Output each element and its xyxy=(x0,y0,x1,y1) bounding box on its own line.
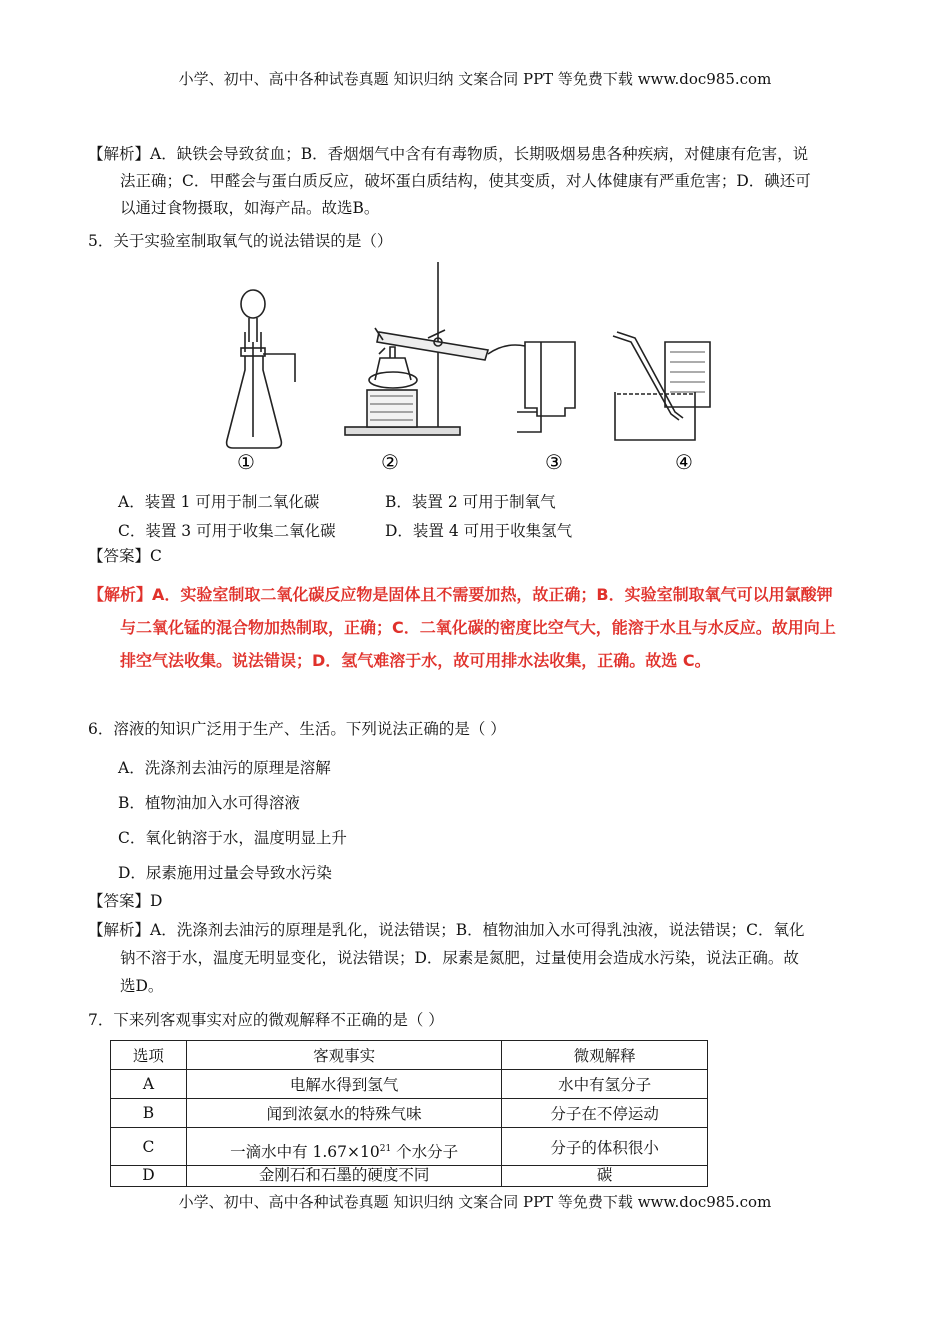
q6-option-b: B．植物油加入水可得溶液 xyxy=(118,794,300,812)
fig-label-3: ③ xyxy=(545,450,563,474)
fact-post: 个水分子 xyxy=(391,1142,459,1161)
fig-label-1: ① xyxy=(237,450,255,474)
table-row xyxy=(111,1128,708,1166)
q6-analysis-line-3: 选D。 xyxy=(120,977,164,995)
row-option: D xyxy=(111,1166,187,1187)
row-explanation: 碳 xyxy=(502,1166,708,1187)
q6-analysis-line-2: 钠不溶于水，温度无明显变化，说法错误；D．尿素是氮肥，过量使用会造成水污染，说法正确。故 xyxy=(120,949,799,967)
row-explanation: 分子的体积很小 xyxy=(502,1128,708,1166)
table-row xyxy=(111,1166,708,1187)
row-fact: 闻到浓氨水的特殊气味 xyxy=(186,1099,502,1128)
q5-answer: 【答案】C xyxy=(88,547,162,565)
q6-stem: 6．溶液的知识广泛用于生产、生活。下列说法正确的是（ ） xyxy=(88,720,506,738)
row-explanation: 水中有氢分子 xyxy=(502,1070,708,1099)
table-header-row xyxy=(111,1041,708,1070)
row-option: A xyxy=(111,1070,187,1099)
fig-label-2: ② xyxy=(381,450,399,474)
q5-analysis-line-2: 与二氧化锰的混合物加热制取，正确；C．二氧化碳的密度比空气大，能溶于水且与水反应。故用向上 xyxy=(120,618,836,637)
apparatus-2-heating xyxy=(345,262,525,435)
q5-analysis-line-1: 【解析】A．实验室制取二氧化碳反应物是固体且不需要加热，故正确；B．实验室制取氧气可以用氯酸钾 xyxy=(88,585,833,604)
q6-option-a: A．洗涤剂去油污的原理是溶解 xyxy=(118,759,331,777)
q7-table xyxy=(110,1040,708,1187)
page-footer: 小学、初中、高中各种试卷真题 知识归纳 文案合同 PPT 等免费下载 www.doc985.com xyxy=(0,1191,950,1212)
row-option: C xyxy=(111,1128,187,1166)
apparatus-4-water-displacement xyxy=(613,332,710,440)
row-option: B xyxy=(111,1099,187,1128)
q4-analysis-line-1: 【解析】A．缺铁会导致贫血；B．香烟烟气中含有有毒物质，长期吸烟易患各种疾病，对健康有危害，说 xyxy=(88,145,809,163)
q5-stem: 5．关于实验室制取氧气的说法错误的是（） xyxy=(88,232,393,250)
fig-label-4: ④ xyxy=(675,450,693,474)
q5-option-d: D．装置 4 可用于收集氢气 xyxy=(385,522,573,540)
header-fact: 客观事实 xyxy=(186,1041,502,1070)
apparatus-figure xyxy=(205,262,765,477)
table-row xyxy=(111,1070,708,1099)
q4-analysis-line-3: 以通过食物摄取，如海产品。故选B。 xyxy=(120,199,380,217)
fact-pre: 一滴水中有 1.67×10 xyxy=(230,1142,380,1161)
apparatus-1-flask xyxy=(227,290,295,448)
row-explanation: 分子在不停运动 xyxy=(502,1099,708,1128)
q6-option-d: D．尿素施用过量会导致水污染 xyxy=(118,864,332,882)
header-explanation: 微观解释 xyxy=(502,1041,708,1070)
q6-option-c: C．氧化钠溶于水，温度明显上升 xyxy=(118,829,347,847)
row-fact xyxy=(186,1128,502,1166)
apparatus-3-collection xyxy=(517,342,575,432)
header-option: 选项 xyxy=(111,1041,187,1070)
q6-analysis-line-1: 【解析】A．洗涤剂去油污的原理是乳化，说法错误；B．植物油加入水可得乳浊液，说法错误；C．氧化 xyxy=(88,921,805,939)
row-fact: 金刚石和石墨的硬度不同 xyxy=(186,1166,502,1187)
q5-analysis-line-3: 排空气法收集。说法错误；D．氢气难溶于水，故可用排水法收集，正确。故选 C。 xyxy=(120,651,711,670)
page-header: 小学、初中、高中各种试卷真题 知识归纳 文案合同 PPT 等免费下载 www.doc985.com xyxy=(178,70,772,88)
fact-exponent: 21 xyxy=(379,1143,392,1154)
q5-option-b: B．装置 2 可用于制氧气 xyxy=(385,493,556,511)
q5-option-c: C．装置 3 可用于收集二氧化碳 xyxy=(118,522,336,540)
row-fact: 电解水得到氢气 xyxy=(186,1070,502,1099)
q6-answer: 【答案】D xyxy=(88,892,163,910)
q5-option-a: A．装置 1 可用于制二氧化碳 xyxy=(118,493,320,511)
q7-stem: 7．下来列客观事实对应的微观解释不正确的是（ ） xyxy=(88,1011,444,1029)
table-row xyxy=(111,1099,708,1128)
q4-analysis-line-2: 法正确；C．甲醛会与蛋白质反应，破坏蛋白质结构，使其变质，对人体健康有严重危害；D．碘还可 xyxy=(120,172,811,190)
